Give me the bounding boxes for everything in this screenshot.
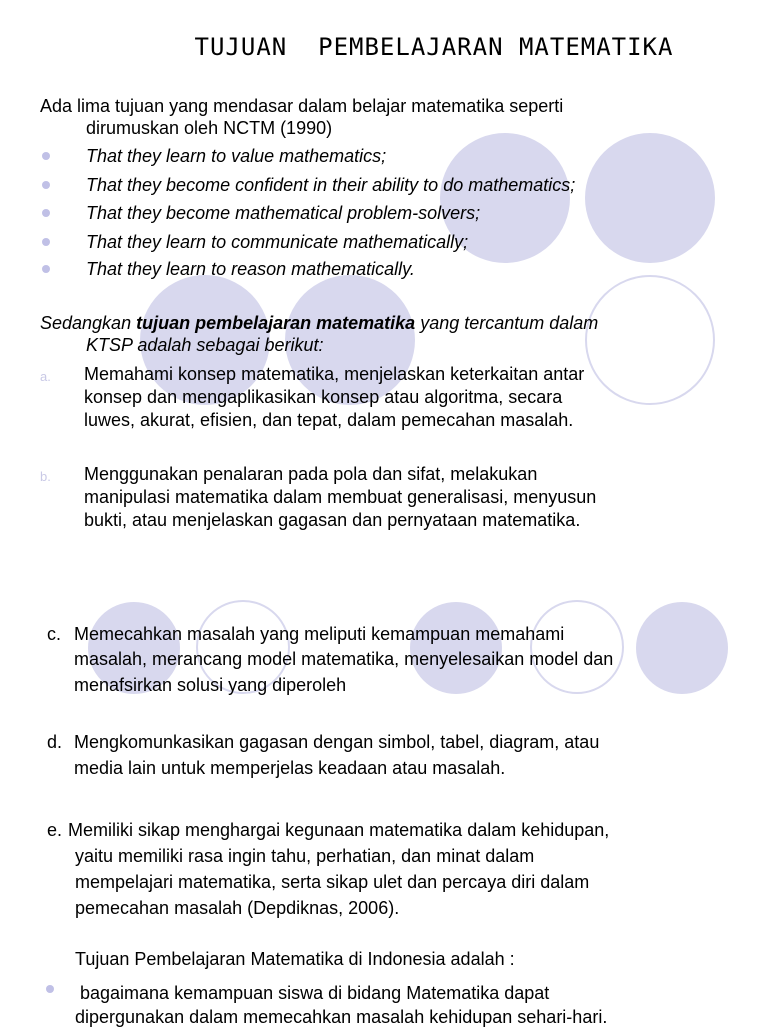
item-d-marker: d.	[47, 732, 63, 752]
item-c-line: Memecahkan masalah yang meliputi kemampuan memahami	[74, 624, 565, 644]
nctm-goal-text: That they learn to communicate mathematically;	[86, 232, 469, 252]
item-e-line: pemecahan masalah (Depdiknas, 2006).	[75, 898, 400, 918]
intro-line-1: Ada lima tujuan yang mendasar dalam belajar matematika seperti	[40, 96, 564, 116]
decor-circle	[636, 602, 728, 694]
item-a-line: Memahami konsep matematika, menjelaskan keterkaitan antar	[84, 364, 585, 384]
ktsp-line-1	[40, 312, 598, 334]
indonesia-heading: Tujuan Pembelajaran Matematika di Indonesia adalah :	[75, 949, 515, 969]
item-e-line: mempelajari matematika, serta sikap ulet dan percaya diri dalam	[75, 872, 590, 892]
decor-circle	[585, 133, 715, 263]
item-a-marker: a.	[40, 369, 51, 384]
item-d-line: media lain untuk memperjelas keadaan atau masalah.	[74, 758, 506, 778]
item-e-line: Memiliki sikap menghargai kegunaan matematika dalam kehidupan,	[68, 820, 610, 840]
item-d-line: Mengkomunkasikan gagasan dengan simbol, tabel, diagram, atau	[74, 732, 600, 752]
item-c-line: masalah, merancang model matematika, menyelesaikan model dan	[74, 649, 614, 669]
item-c-marker: c.	[47, 624, 62, 644]
item-e-marker: e.	[47, 820, 63, 840]
item-a-line: luwes, akurat, efisien, dan tepat, dalam pemecahan masalah.	[84, 410, 574, 430]
ktsp-prefix: Sedangkan	[40, 313, 137, 333]
item-b-marker: b.	[40, 469, 51, 484]
bullet-icon	[46, 985, 54, 993]
item-a-line: konsep dan mengaplikasikan konsep atau algoritma, secara	[84, 387, 563, 407]
decor-ring	[530, 600, 624, 694]
bullet-icon	[42, 238, 50, 246]
ktsp-bold: tujuan pembelajaran matematika	[136, 313, 416, 333]
bullet-icon	[42, 209, 50, 217]
page-title: TUJUAN PEMBELAJARAN MATEMATIKA	[194, 33, 674, 61]
nctm-goal-text: That they become confident in their ability to do mathematics;	[86, 175, 576, 195]
item-e-line: yaitu memiliki rasa ingin tahu, perhatian, dan minat dalam	[75, 846, 535, 866]
bullet-icon	[42, 265, 50, 273]
item-b-line: manipulasi matematika dalam membuat generalisasi, menyusun	[84, 487, 597, 507]
item-b-line: Menggunakan penalaran pada pola dan sifat, melakukan	[84, 464, 538, 484]
nctm-goal-text: That they learn to reason mathematically.	[86, 259, 415, 279]
ktsp-suffix: yang tercantum dalam	[415, 313, 599, 333]
ktsp-line-2: KTSP adalah sebagai berikut:	[86, 335, 324, 355]
item-c-line: menafsirkan solusi yang diperoleh	[74, 675, 347, 695]
indonesia-bullet-line: dipergunakan dalam memecahkan masalah kehidupan sehari-hari.	[75, 1007, 608, 1027]
decor-ring	[585, 275, 715, 405]
indonesia-bullet-line: bagaimana kemampuan siswa di bidang Matematika dapat	[80, 983, 550, 1003]
bullet-icon	[42, 152, 50, 160]
bullet-icon	[42, 181, 50, 189]
intro-line-2: dirumuskan oleh NCTM (1990)	[86, 118, 333, 138]
nctm-goal-text: That they learn to value mathematics;	[86, 146, 387, 166]
item-b-line: bukti, atau menjelaskan gagasan dan pernyataan matematika.	[84, 510, 581, 530]
nctm-goal-text: That they become mathematical problem-solvers;	[86, 203, 481, 223]
